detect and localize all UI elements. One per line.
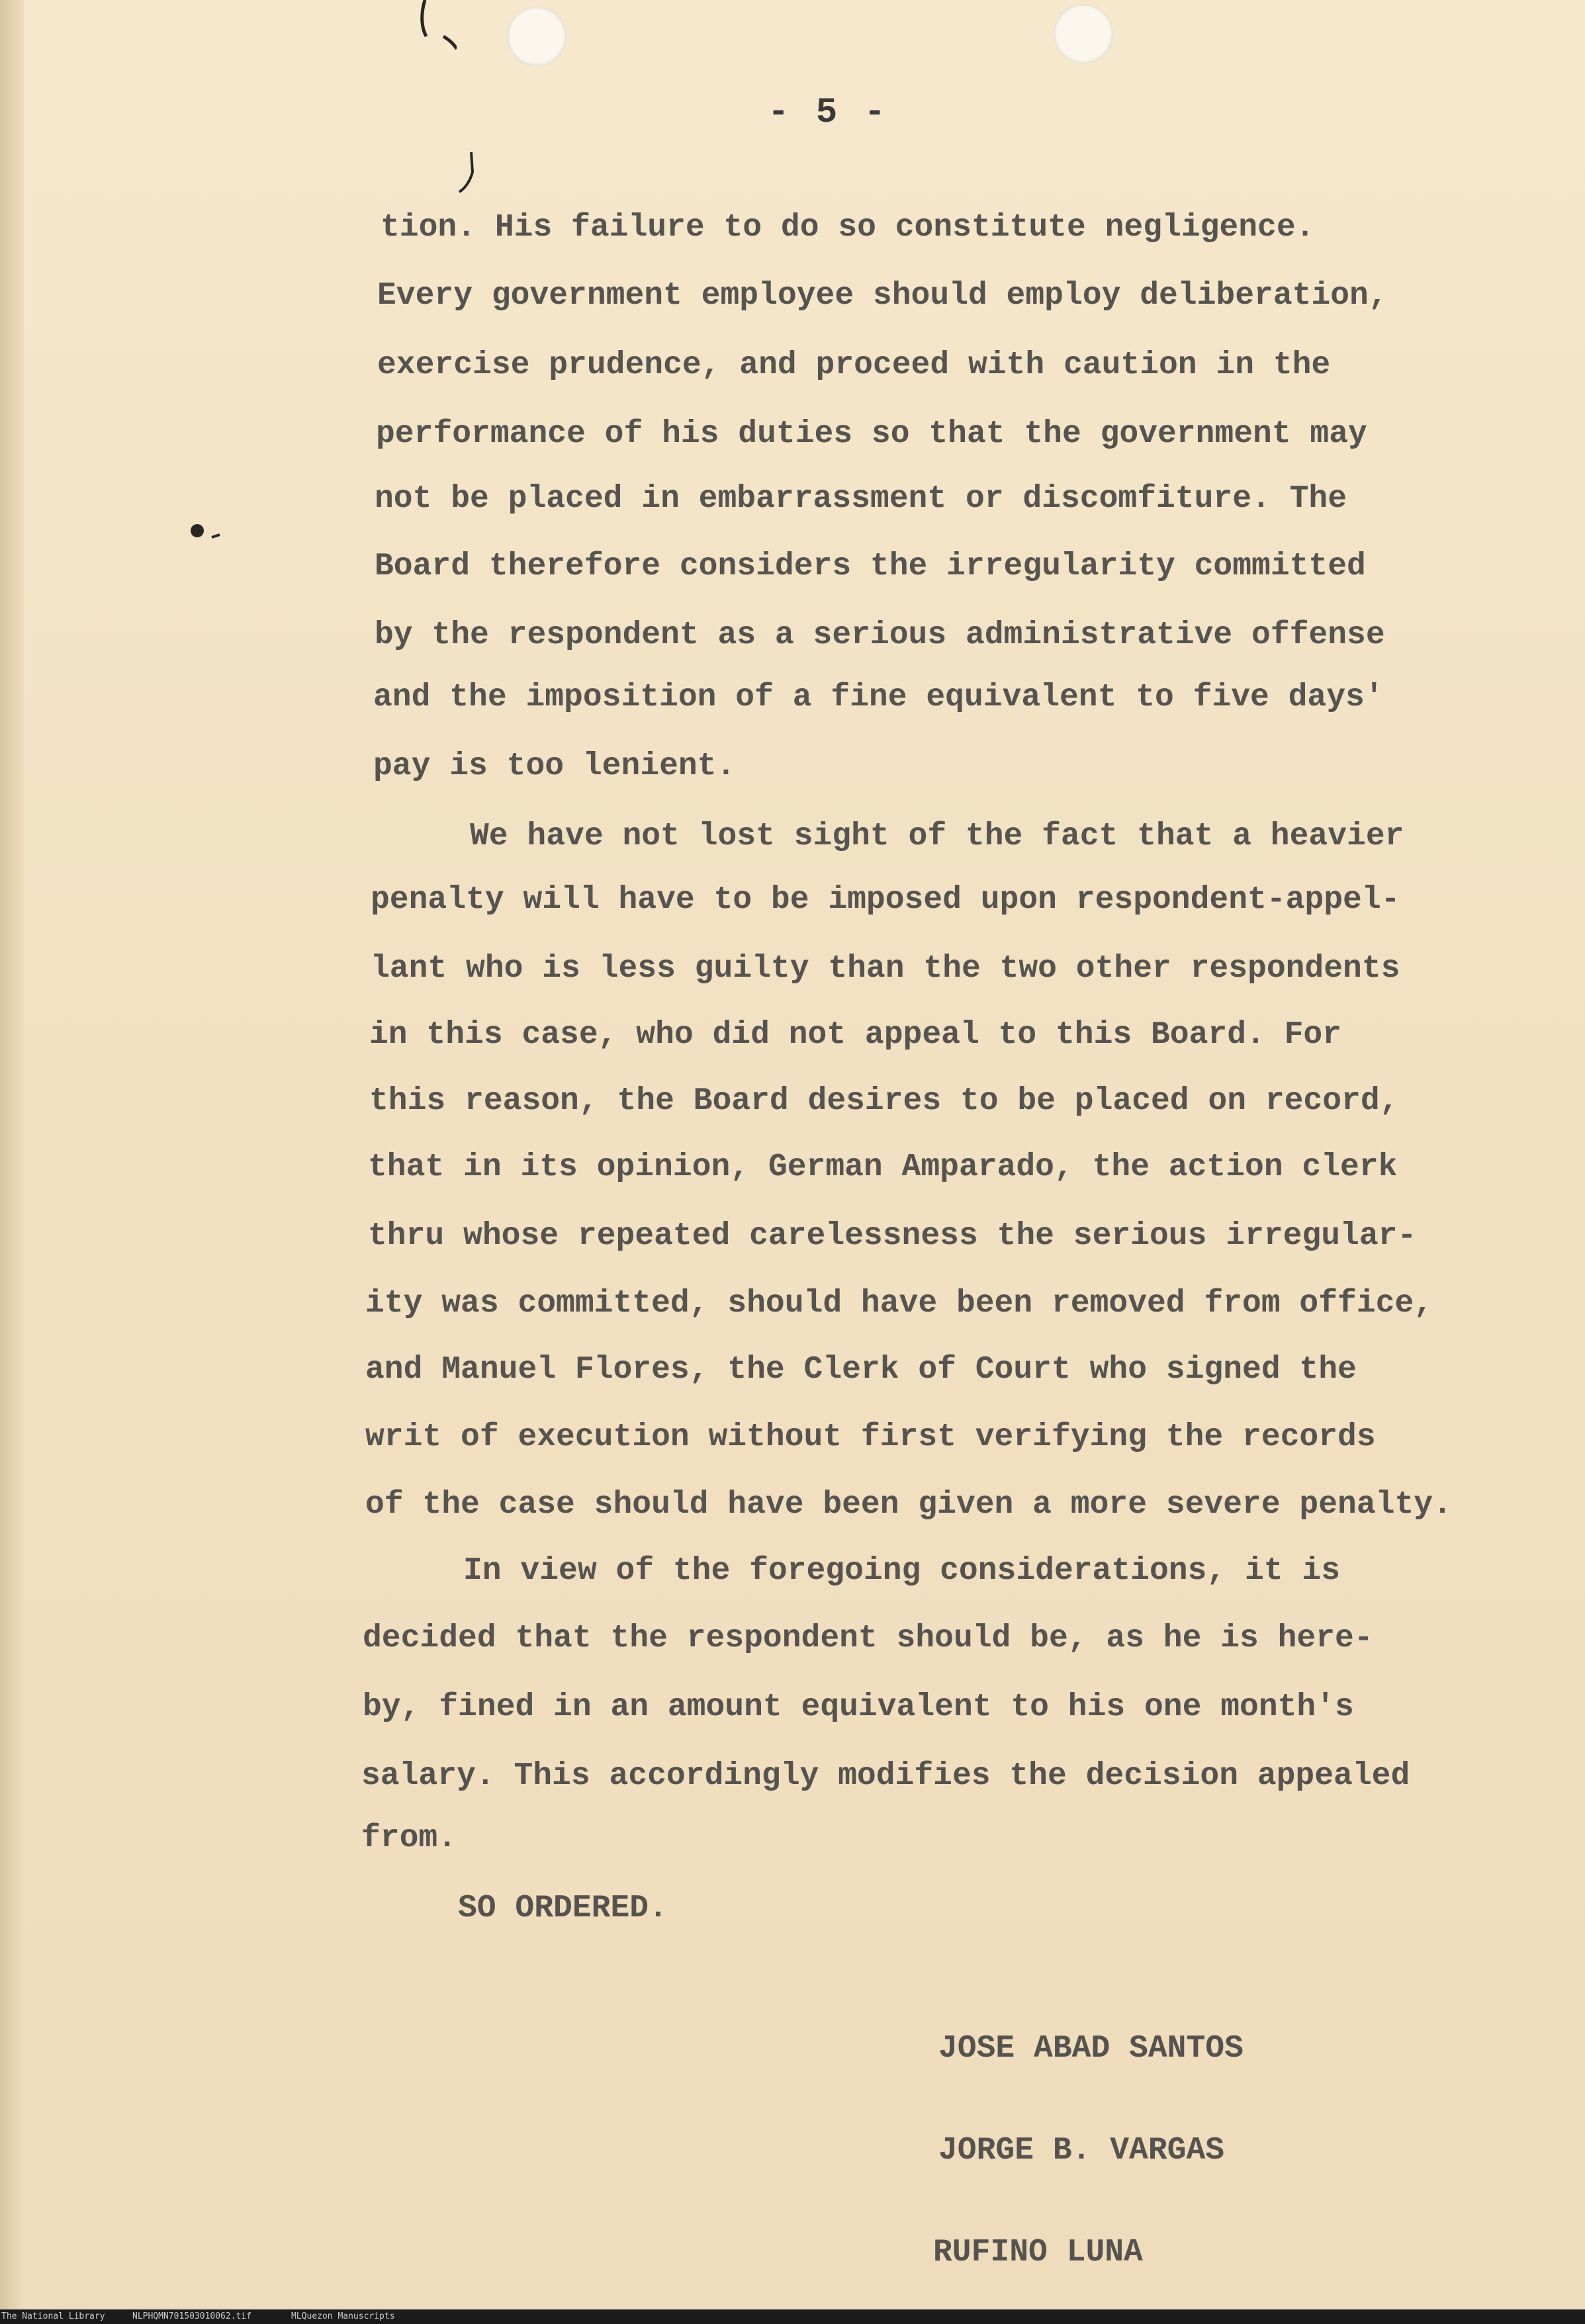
- text-line: this reason, the Board desires to be placed on record,: [369, 1083, 1399, 1119]
- footer-file: NLPHQMN701503010062.tif: [132, 2311, 252, 2321]
- ink-spot: [185, 516, 232, 549]
- text-line: not be placed in embarrassment or discomfiture. The: [375, 481, 1347, 517]
- text-line: by the respondent as a serious administrative offense: [375, 617, 1385, 653]
- pencil-mark-2: [457, 152, 483, 205]
- text-line: Every government employee should employ deliberation,: [377, 278, 1388, 314]
- text-line: tion. His failure to do so constitute negligence.: [381, 210, 1315, 246]
- page-number: - 5 -: [768, 93, 889, 133]
- text-line: of the case should have been given a more severe penalty.: [365, 1487, 1452, 1523]
- signatory: RUFINO LUNA: [933, 2235, 1143, 2270]
- text-line: from.: [361, 1820, 457, 1856]
- scan-footer: [0, 2309, 1585, 2324]
- text-line: We have not lost sight of the fact that a heavier: [470, 819, 1404, 854]
- text-line: In view of the foregoing considerations, it is: [463, 1553, 1341, 1589]
- text-line: lant who is less guilty than the two other respondents: [371, 951, 1400, 987]
- text-line: by, fined in an amount equivalent to his one month's: [363, 1689, 1354, 1725]
- text-line: exercise prudence, and proceed with caution in the: [377, 347, 1331, 383]
- text-line: writ of execution without first verifying the records: [365, 1419, 1376, 1455]
- text-line: decided that the respondent should be, as he is here-: [363, 1621, 1373, 1656]
- text-line: pay is too lenient.: [373, 748, 736, 784]
- punch-hole-right: [1054, 4, 1113, 64]
- footer-collection: MLQuezon Manuscripts: [291, 2311, 395, 2321]
- text-line: and the imposition of a fine equivalent to five days': [373, 680, 1384, 715]
- text-line: thru whose repeated carelessness the serious irregular-: [368, 1218, 1417, 1254]
- text-line: that in its opinion, German Amparado, the action clerk: [368, 1149, 1398, 1185]
- text-line: penalty will have to be imposed upon respondent-appel-: [371, 882, 1400, 918]
- text-line: and Manuel Flores, the Clerk of Court who signed the: [365, 1352, 1357, 1388]
- footer-library: The National Library: [1, 2311, 105, 2321]
- signatory: JOSE ABAD SANTOS: [938, 2031, 1244, 2067]
- signatory: JORGE B. VARGAS: [938, 2133, 1225, 2168]
- text-line: SO ORDERED.: [458, 1891, 668, 1926]
- text-line: Board therefore considers the irregularity committed: [375, 549, 1366, 584]
- text-line: ity was committed, should have been removed from office,: [365, 1286, 1433, 1321]
- punch-hole-left: [507, 7, 566, 66]
- text-line: salary. This accordingly modifies the decision appealed: [361, 1758, 1410, 1794]
- page-edge: [0, 0, 24, 2309]
- pencil-mark: [417, 0, 457, 53]
- text-line: in this case, who did not appeal to this Board. For: [369, 1017, 1342, 1053]
- text-line: performance of his duties so that the government may: [376, 416, 1367, 452]
